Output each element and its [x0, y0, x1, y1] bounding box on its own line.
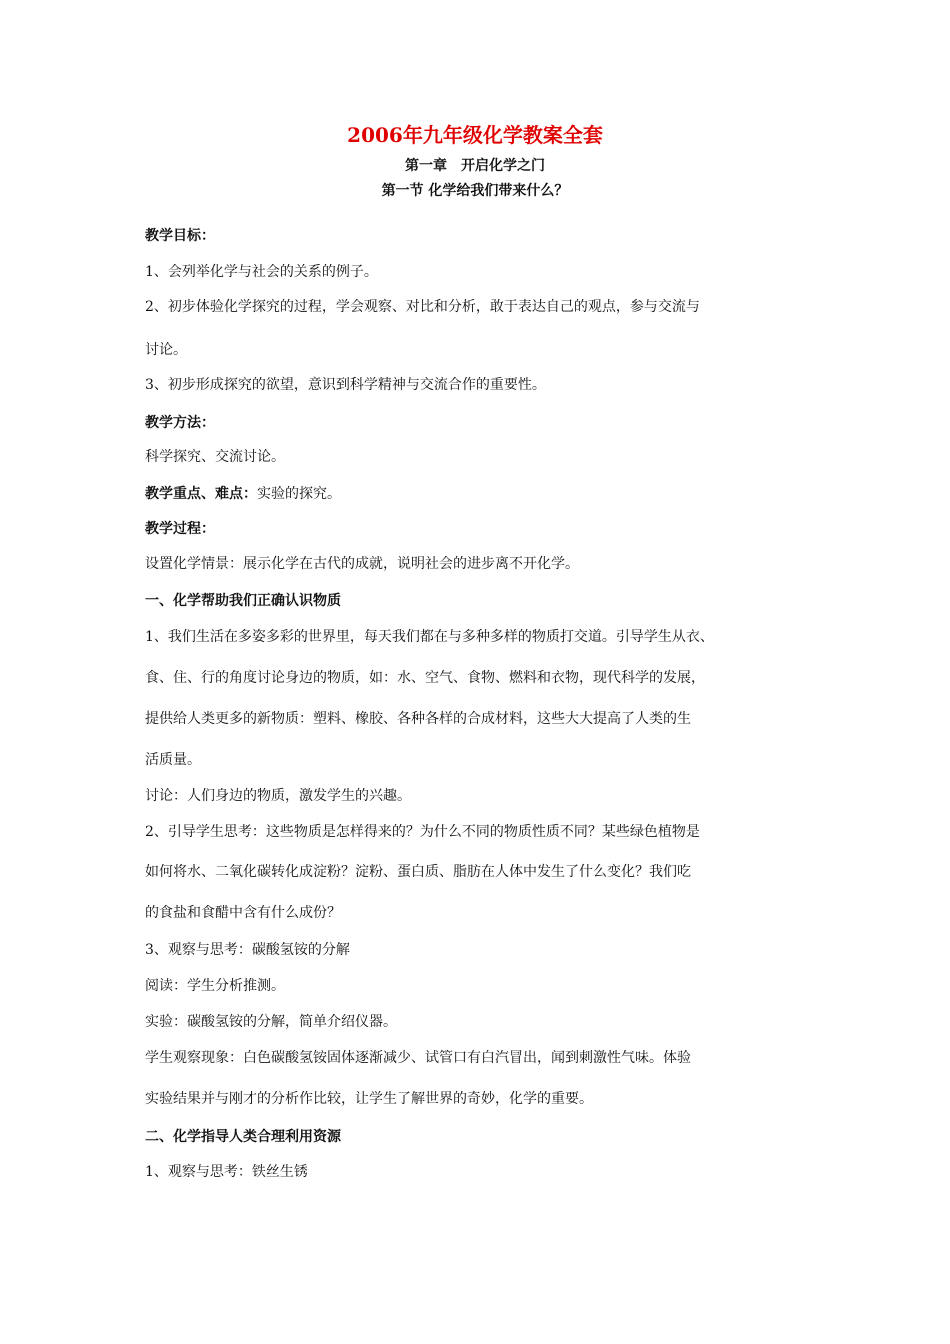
part1-line: 学生观察现象：白色碳酸氢铵固体逐渐减少、试管口有白汽冒出，闻到刺激性气味。体验 [145, 1050, 691, 1066]
methods-heading: 教学方法： [145, 415, 215, 431]
document-title: 2006年九年级化学教案全套 [347, 123, 603, 147]
process-heading: 教学过程： [145, 521, 215, 537]
key-points-heading: 教学重点、难点： [145, 486, 257, 502]
objectives-heading: 教学目标： [145, 228, 215, 244]
objective-line: 2、初步体验化学探究的过程，学会观察、对比和分析，敢于表达自己的观点，参与交流与 [145, 299, 700, 315]
part1-line: 如何将水、二氧化碳转化成淀粉？淀粉、蛋白质、脂肪在人体中发生了什么变化？我们吃 [145, 864, 691, 880]
objective-line: 3、初步形成探究的欲望，意识到科学精神与交流合作的重要性。 [145, 377, 546, 393]
intro-text: 设置化学情景：展示化学在古代的成就，说明社会的进步离不开化学。 [145, 556, 579, 572]
part2-line: 1、观察与思考：铁丝生锈 [145, 1164, 308, 1180]
objective-line: 讨论。 [145, 342, 187, 358]
part1-line: 1、我们生活在多姿多彩的世界里，每天我们都在与多种多样的物质打交道。引导学生从衣、 [145, 629, 714, 645]
objective-line: 1、会列举化学与社会的关系的例子。 [145, 264, 378, 280]
part1-line: 实验结果并与刚才的分析作比较，让学生了解世界的奇妙，化学的重要。 [145, 1091, 593, 1107]
part1-line: 的食盐和食醋中含有什么成份？ [145, 905, 341, 921]
methods-text: 科学探究、交流讨论。 [145, 449, 285, 465]
chapter-heading: 第一章 开启化学之门 [405, 158, 545, 174]
part1-line: 活质量。 [145, 752, 201, 768]
key-points-line [145, 484, 825, 504]
part1-line: 3、观察与思考：碳酸氢铵的分解 [145, 942, 350, 958]
part1-line: 食、住、行的角度讨论身边的物质，如：水、空气、食物、燃料和衣物，现代科学的发展， [145, 670, 705, 686]
part1-line: 2、引导学生思考：这些物质是怎样得来的？为什么不同的物质性质不同？某些绿色植物是 [145, 824, 700, 840]
part1-heading: 一、化学帮助我们正确认识物质 [145, 593, 341, 609]
part1-line: 讨论：人们身边的物质，激发学生的兴趣。 [145, 788, 411, 804]
part2-heading: 二、化学指导人类合理利用资源 [145, 1129, 341, 1145]
part1-line: 提供给人类更多的新物质：塑料、橡胶、各种各样的合成材料，这些大大提高了人类的生 [145, 711, 691, 727]
part1-line: 阅读：学生分析推测。 [145, 978, 285, 994]
section-heading: 第一节 化学给我们带来什么？ [381, 183, 569, 199]
part1-line: 实验：碳酸氢铵的分解，简单介绍仪器。 [145, 1014, 397, 1030]
key-points-text: 实验的探究。 [257, 486, 341, 502]
